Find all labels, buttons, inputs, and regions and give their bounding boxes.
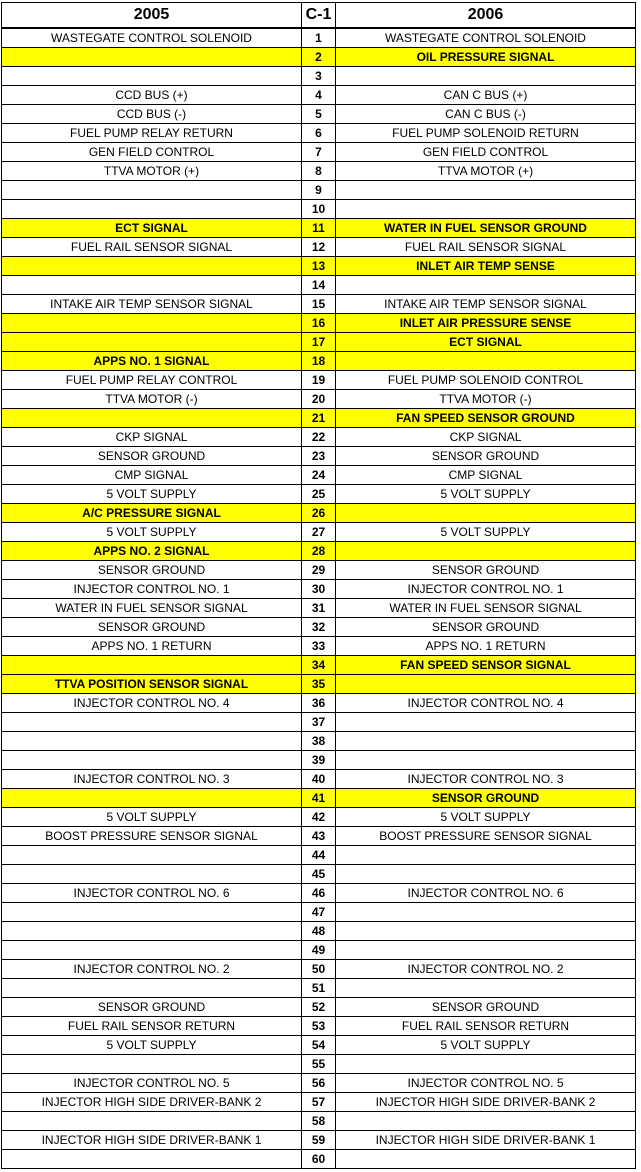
pin-number: 1	[302, 28, 336, 48]
table-row	[2, 485, 636, 504]
pin-2006-signal: CAN C BUS (-)	[336, 105, 636, 124]
pin-number: 24	[302, 466, 336, 485]
pin-number: 15	[302, 295, 336, 314]
pin-2005-signal	[2, 732, 302, 751]
table-row	[2, 694, 636, 713]
pin-number: 12	[302, 238, 336, 257]
table-row	[2, 447, 636, 466]
table-row	[2, 1131, 636, 1150]
pin-2005-signal	[2, 1112, 302, 1131]
table-row	[2, 428, 636, 447]
pin-number: 27	[302, 523, 336, 542]
pin-2006-signal: 5 VOLT SUPPLY	[336, 523, 636, 542]
pin-2005-signal	[2, 333, 302, 352]
table-row	[2, 276, 636, 295]
table-row	[2, 827, 636, 846]
pin-number: 53	[302, 1017, 336, 1036]
pin-2005-signal	[2, 314, 302, 333]
table-row	[2, 732, 636, 751]
pin-2006-signal: OIL PRESSURE SIGNAL	[336, 48, 636, 67]
pin-2005-signal	[2, 979, 302, 998]
pin-number: 16	[302, 314, 336, 333]
pin-2005-signal	[2, 922, 302, 941]
pin-2006-signal: SENSOR GROUND	[336, 998, 636, 1017]
pin-number: 34	[302, 656, 336, 675]
table-row	[2, 542, 636, 561]
pin-2006-signal: INJECTOR CONTROL NO. 3	[336, 770, 636, 789]
pin-number: 40	[302, 770, 336, 789]
pin-number: 10	[302, 200, 336, 219]
table-row	[2, 295, 636, 314]
pin-2006-signal	[336, 922, 636, 941]
pin-number: 5	[302, 105, 336, 124]
table-row	[2, 1150, 636, 1169]
pin-number: 23	[302, 447, 336, 466]
pin-2006-signal	[336, 979, 636, 998]
pin-2006-signal: CKP SIGNAL	[336, 428, 636, 447]
pin-number: 41	[302, 789, 336, 808]
pin-number: 25	[302, 485, 336, 504]
table-row	[2, 637, 636, 656]
pin-2005-signal: INJECTOR CONTROL NO. 2	[2, 960, 302, 979]
table-row	[2, 466, 636, 485]
table-row	[2, 1074, 636, 1093]
pin-2006-signal	[336, 67, 636, 86]
pin-2006-signal: TTVA MOTOR (+)	[336, 162, 636, 181]
pin-2005-signal: FUEL RAIL SENSOR SIGNAL	[2, 238, 302, 257]
pin-2006-signal: BOOST PRESSURE SENSOR SIGNAL	[336, 827, 636, 846]
table-row	[2, 371, 636, 390]
pin-2006-signal: INJECTOR CONTROL NO. 1	[336, 580, 636, 599]
table-row	[2, 998, 636, 1017]
table-row	[2, 504, 636, 523]
pin-2005-signal: SENSOR GROUND	[2, 447, 302, 466]
pin-2005-signal: CMP SIGNAL	[2, 466, 302, 485]
header-year-2006: 2006	[336, 3, 636, 29]
pin-2006-signal: WATER IN FUEL SENSOR SIGNAL	[336, 599, 636, 618]
pin-number: 42	[302, 808, 336, 827]
table-row	[2, 979, 636, 998]
pin-number: 30	[302, 580, 336, 599]
pin-2005-signal	[2, 48, 302, 67]
table-row	[2, 656, 636, 675]
pin-2006-signal: INJECTOR CONTROL NO. 2	[336, 960, 636, 979]
pin-2006-signal: FUEL PUMP SOLENOID RETURN	[336, 124, 636, 143]
pin-2005-signal	[2, 1055, 302, 1074]
pin-number: 49	[302, 941, 336, 960]
pin-2005-signal: WASTEGATE CONTROL SOLENOID	[2, 28, 302, 48]
pin-2006-signal	[336, 200, 636, 219]
pin-number: 39	[302, 751, 336, 770]
pin-number: 13	[302, 257, 336, 276]
pin-number: 37	[302, 713, 336, 732]
pin-2006-signal: WATER IN FUEL SENSOR GROUND	[336, 219, 636, 238]
table-row	[2, 200, 636, 219]
pin-2006-signal	[336, 1112, 636, 1131]
table-row	[2, 922, 636, 941]
pin-2006-signal	[336, 713, 636, 732]
pin-number: 8	[302, 162, 336, 181]
pin-2006-signal: CMP SIGNAL	[336, 466, 636, 485]
pin-2005-signal: BOOST PRESSURE SENSOR SIGNAL	[2, 827, 302, 846]
pin-2005-signal: 5 VOLT SUPPLY	[2, 485, 302, 504]
table-row	[2, 599, 636, 618]
pin-number: 28	[302, 542, 336, 561]
pin-number: 2	[302, 48, 336, 67]
table-row	[2, 770, 636, 789]
pin-2006-signal	[336, 751, 636, 770]
pin-2005-signal: 5 VOLT SUPPLY	[2, 808, 302, 827]
pin-number: 33	[302, 637, 336, 656]
pin-2005-signal: 5 VOLT SUPPLY	[2, 523, 302, 542]
table-body	[2, 28, 636, 1169]
table-row	[2, 181, 636, 200]
table-row	[2, 941, 636, 960]
table-row	[2, 48, 636, 67]
pin-2005-signal	[2, 1150, 302, 1169]
table-row	[2, 713, 636, 732]
table-row	[2, 523, 636, 542]
pin-2006-signal: INJECTOR CONTROL NO. 6	[336, 884, 636, 903]
pin-2005-signal	[2, 713, 302, 732]
pin-2005-signal	[2, 865, 302, 884]
pin-2006-signal: SENSOR GROUND	[336, 447, 636, 466]
pin-number: 58	[302, 1112, 336, 1131]
pin-2006-signal: 5 VOLT SUPPLY	[336, 808, 636, 827]
pin-2005-signal: ECT SIGNAL	[2, 219, 302, 238]
table-row	[2, 884, 636, 903]
pin-2005-signal: APPS NO. 1 RETURN	[2, 637, 302, 656]
pin-number: 29	[302, 561, 336, 580]
pin-2006-signal	[336, 1055, 636, 1074]
pin-2005-signal	[2, 200, 302, 219]
table-row	[2, 846, 636, 865]
pin-number: 4	[302, 86, 336, 105]
pin-2005-signal: INTAKE AIR TEMP SENSOR SIGNAL	[2, 295, 302, 314]
pin-2005-signal: INJECTOR CONTROL NO. 4	[2, 694, 302, 713]
pin-2005-signal: 5 VOLT SUPPLY	[2, 1036, 302, 1055]
table-row	[2, 333, 636, 352]
pin-number: 56	[302, 1074, 336, 1093]
pin-2006-signal	[336, 276, 636, 295]
table-row	[2, 1093, 636, 1112]
pin-number: 31	[302, 599, 336, 618]
pin-number: 14	[302, 276, 336, 295]
pin-number: 52	[302, 998, 336, 1017]
pin-2005-signal: INJECTOR CONTROL NO. 5	[2, 1074, 302, 1093]
pin-number: 17	[302, 333, 336, 352]
pin-2005-signal	[2, 846, 302, 865]
table-row	[2, 86, 636, 105]
pin-2005-signal: WATER IN FUEL SENSOR SIGNAL	[2, 599, 302, 618]
pin-number: 26	[302, 504, 336, 523]
table-header	[2, 3, 636, 29]
pin-2006-signal: SENSOR GROUND	[336, 561, 636, 580]
header-row	[2, 3, 636, 29]
pin-number: 35	[302, 675, 336, 694]
table-row	[2, 124, 636, 143]
pin-2006-signal	[336, 903, 636, 922]
pin-2006-signal	[336, 941, 636, 960]
table-row	[2, 1055, 636, 1074]
table-row	[2, 1017, 636, 1036]
table-row	[2, 675, 636, 694]
pin-2006-signal: INJECTOR CONTROL NO. 4	[336, 694, 636, 713]
table-row	[2, 960, 636, 979]
pin-2006-signal: INLET AIR PRESSURE SENSE	[336, 314, 636, 333]
pin-2005-signal: TTVA POSITION SENSOR SIGNAL	[2, 675, 302, 694]
pin-2006-signal: FUEL RAIL SENSOR RETURN	[336, 1017, 636, 1036]
pin-number: 22	[302, 428, 336, 447]
pin-2005-signal	[2, 789, 302, 808]
pin-2006-signal: TTVA MOTOR (-)	[336, 390, 636, 409]
pin-number: 21	[302, 409, 336, 428]
pin-2005-signal	[2, 903, 302, 922]
pin-2006-signal: FAN SPEED SENSOR GROUND	[336, 409, 636, 428]
pin-2006-signal	[336, 181, 636, 200]
pin-2006-signal	[336, 675, 636, 694]
pin-2005-signal: INJECTOR CONTROL NO. 1	[2, 580, 302, 599]
connector-pinout-table	[1, 2, 636, 1169]
pin-2006-signal: INTAKE AIR TEMP SENSOR SIGNAL	[336, 295, 636, 314]
pin-number: 50	[302, 960, 336, 979]
header-year-2005: 2005	[2, 3, 302, 29]
pin-2006-signal: GEN FIELD CONTROL	[336, 143, 636, 162]
pin-2005-signal	[2, 656, 302, 675]
pin-2006-signal: WASTEGATE CONTROL SOLENOID	[336, 28, 636, 48]
pin-2006-signal	[336, 352, 636, 371]
table-row	[2, 143, 636, 162]
pin-2005-signal	[2, 276, 302, 295]
pin-number: 36	[302, 694, 336, 713]
pin-2006-signal	[336, 504, 636, 523]
pin-2005-signal: A/C PRESSURE SIGNAL	[2, 504, 302, 523]
pin-2005-signal: FUEL RAIL SENSOR RETURN	[2, 1017, 302, 1036]
table-row	[2, 162, 636, 181]
pin-2005-signal: SENSOR GROUND	[2, 998, 302, 1017]
table-row	[2, 105, 636, 124]
pin-number: 6	[302, 124, 336, 143]
pin-2005-signal: CCD BUS (-)	[2, 105, 302, 124]
pin-2005-signal: FUEL PUMP RELAY RETURN	[2, 124, 302, 143]
pin-number: 19	[302, 371, 336, 390]
pin-number: 20	[302, 390, 336, 409]
pin-2005-signal: GEN FIELD CONTROL	[2, 143, 302, 162]
pin-2006-signal: FAN SPEED SENSOR SIGNAL	[336, 656, 636, 675]
pin-2006-signal	[336, 732, 636, 751]
pin-2005-signal: INJECTOR HIGH SIDE DRIVER-BANK 2	[2, 1093, 302, 1112]
header-connector-c1: C-1	[302, 3, 336, 29]
table-row	[2, 352, 636, 371]
pin-2006-signal: CAN C BUS (+)	[336, 86, 636, 105]
pin-2006-signal: SENSOR GROUND	[336, 789, 636, 808]
table-row	[2, 618, 636, 637]
pin-2005-signal: SENSOR GROUND	[2, 561, 302, 580]
pin-number: 51	[302, 979, 336, 998]
table-row	[2, 257, 636, 276]
table-row	[2, 409, 636, 428]
table-row	[2, 67, 636, 86]
pin-number: 44	[302, 846, 336, 865]
pin-number: 18	[302, 352, 336, 371]
pin-2005-signal: TTVA MOTOR (-)	[2, 390, 302, 409]
pin-2006-signal: ECT SIGNAL	[336, 333, 636, 352]
pin-2005-signal: SENSOR GROUND	[2, 618, 302, 637]
pin-number: 11	[302, 219, 336, 238]
pin-2005-signal	[2, 409, 302, 428]
pin-number: 38	[302, 732, 336, 751]
pin-2005-signal: CKP SIGNAL	[2, 428, 302, 447]
pin-2006-signal: INJECTOR HIGH SIDE DRIVER-BANK 1	[336, 1131, 636, 1150]
pin-2005-signal	[2, 257, 302, 276]
table-row	[2, 789, 636, 808]
pin-2006-signal: INLET AIR TEMP SENSE	[336, 257, 636, 276]
pin-2005-signal: TTVA MOTOR (+)	[2, 162, 302, 181]
table-row	[2, 314, 636, 333]
pin-number: 47	[302, 903, 336, 922]
pin-2005-signal: APPS NO. 2 SIGNAL	[2, 542, 302, 561]
pin-2005-signal: CCD BUS (+)	[2, 86, 302, 105]
pin-number: 45	[302, 865, 336, 884]
pin-number: 32	[302, 618, 336, 637]
pin-2005-signal: FUEL PUMP RELAY CONTROL	[2, 371, 302, 390]
pin-2005-signal	[2, 67, 302, 86]
pin-number: 7	[302, 143, 336, 162]
table-row	[2, 1036, 636, 1055]
pin-number: 57	[302, 1093, 336, 1112]
table-row	[2, 219, 636, 238]
table-row	[2, 390, 636, 409]
pin-2005-signal	[2, 751, 302, 770]
pin-2005-signal: INJECTOR HIGH SIDE DRIVER-BANK 1	[2, 1131, 302, 1150]
table-row	[2, 808, 636, 827]
pin-2005-signal	[2, 941, 302, 960]
table-row	[2, 238, 636, 257]
pin-number: 60	[302, 1150, 336, 1169]
pin-2006-signal	[336, 542, 636, 561]
pin-number: 9	[302, 181, 336, 200]
table-row	[2, 1112, 636, 1131]
pin-number: 48	[302, 922, 336, 941]
pin-2006-signal: INJECTOR CONTROL NO. 5	[336, 1074, 636, 1093]
pin-number: 59	[302, 1131, 336, 1150]
table-row	[2, 28, 636, 48]
table-row	[2, 561, 636, 580]
pin-2006-signal	[336, 846, 636, 865]
pin-2005-signal: APPS NO. 1 SIGNAL	[2, 352, 302, 371]
pin-2005-signal: INJECTOR CONTROL NO. 6	[2, 884, 302, 903]
pin-2005-signal	[2, 181, 302, 200]
pin-2006-signal: SENSOR GROUND	[336, 618, 636, 637]
pin-2006-signal: FUEL RAIL SENSOR SIGNAL	[336, 238, 636, 257]
pin-2006-signal: FUEL PUMP SOLENOID CONTROL	[336, 371, 636, 390]
table-row	[2, 865, 636, 884]
pin-2006-signal: 5 VOLT SUPPLY	[336, 485, 636, 504]
table-row	[2, 580, 636, 599]
table-row	[2, 903, 636, 922]
pin-2006-signal: 5 VOLT SUPPLY	[336, 1036, 636, 1055]
pin-2006-signal	[336, 865, 636, 884]
pin-2005-signal: INJECTOR CONTROL NO. 3	[2, 770, 302, 789]
pin-number: 43	[302, 827, 336, 846]
pin-number: 55	[302, 1055, 336, 1074]
pin-2006-signal	[336, 1150, 636, 1169]
pin-number: 54	[302, 1036, 336, 1055]
pin-number: 3	[302, 67, 336, 86]
pin-number: 46	[302, 884, 336, 903]
table-row	[2, 751, 636, 770]
pin-2006-signal: APPS NO. 1 RETURN	[336, 637, 636, 656]
pin-2006-signal: INJECTOR HIGH SIDE DRIVER-BANK 2	[336, 1093, 636, 1112]
